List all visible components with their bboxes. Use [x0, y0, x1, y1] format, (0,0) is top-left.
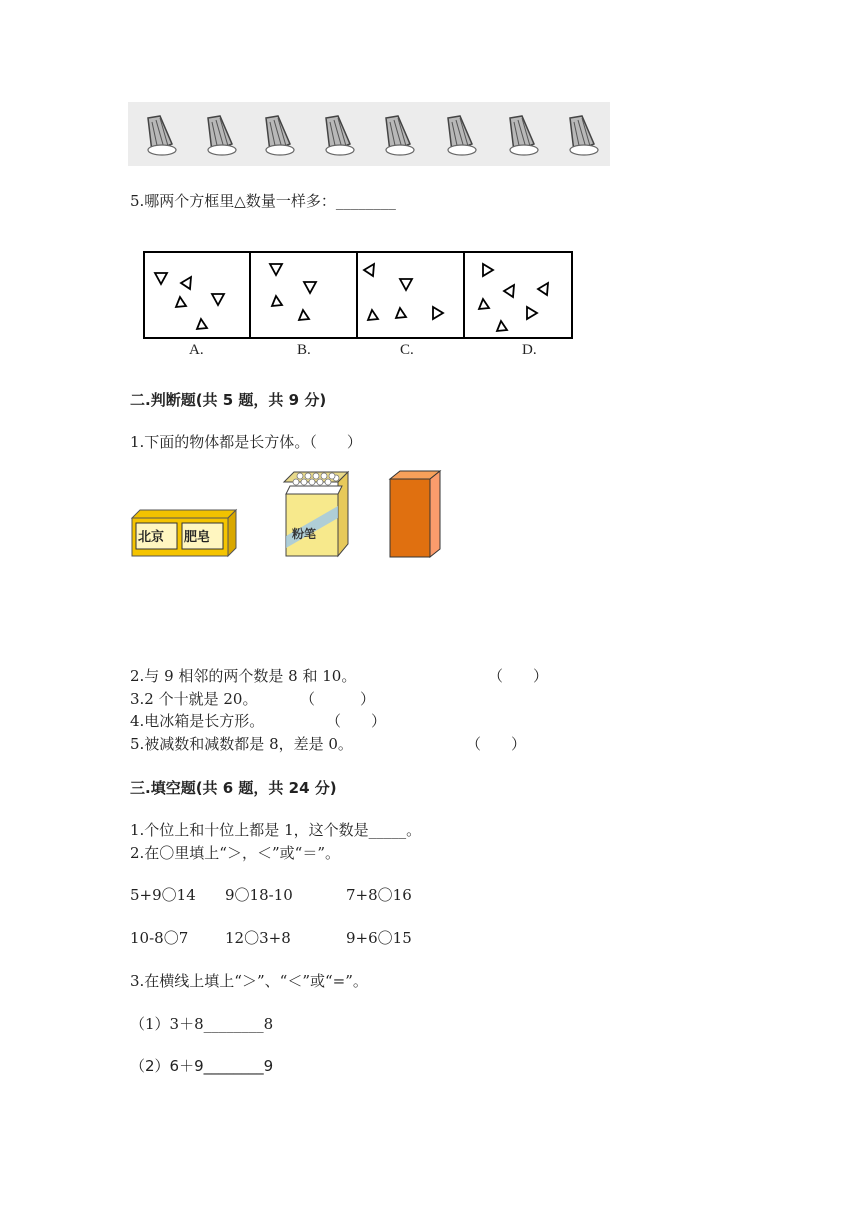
- judge-item-3-bracket: （ ）: [300, 690, 376, 708]
- judge-item-5-bracket: （ ）: [466, 735, 527, 753]
- judge-item-1: 1.下面的物体都是长方体。（ ）: [130, 433, 362, 451]
- compare-1-2: 9〇18-10: [225, 886, 293, 904]
- fill-item-3: 3.在横线上填上“＞”、“＜”或“=”。: [130, 972, 368, 990]
- fill-item-3a: （1）3＋8________8: [130, 1015, 274, 1033]
- judge-item-2-bracket: （ ）: [488, 667, 549, 685]
- compare-2-2: 12〇3+8: [225, 929, 291, 947]
- compare-1-1: 5+9〇14: [130, 886, 196, 904]
- compare-2-3: 9+6〇15: [346, 929, 412, 947]
- judge-item-3: 3.2 个十就是 20。: [130, 690, 258, 708]
- shuttlecock-icon: [198, 114, 238, 158]
- judge-item-4-bracket: （ ）: [326, 712, 387, 730]
- chalk-box-image: [282, 470, 352, 560]
- judge-item-2: 2.与 9 相邻的两个数是 8 和 10。: [130, 667, 357, 685]
- shuttlecock-icon: [500, 114, 540, 158]
- section-3-title: 三.填空题(共 6 题，共 24 分): [130, 779, 337, 797]
- section-2-title: 二.判断题(共 5 题，共 9 分): [130, 391, 327, 409]
- fill-item-1: 1.个位上和十位上都是 1，这个数是_____。: [130, 821, 422, 839]
- soap-label-left: 北京: [138, 530, 165, 545]
- chalk-label: 粉笔: [292, 527, 317, 541]
- orange-cuboid-image: [388, 469, 442, 559]
- question-5-text: 5.哪两个方框里△数量一样多：________: [130, 192, 396, 210]
- shuttlecock-icon: [316, 114, 356, 158]
- option-a-label: A.: [189, 342, 204, 358]
- judge-item-4: 4.电冰箱是长方形。: [130, 712, 265, 730]
- soap-label-right: 肥皂: [184, 530, 211, 545]
- option-c-label: C.: [400, 342, 414, 358]
- judge-item-5: 5.被减数和减数都是 8，差是 0。: [130, 735, 353, 753]
- option-d-label: D.: [522, 342, 537, 358]
- shuttlecock-icon: [376, 114, 416, 158]
- compare-1-3: 7+8〇16: [346, 886, 412, 904]
- shuttlecock-icon: [256, 114, 296, 158]
- triangle-boxes: [143, 251, 573, 341]
- shuttlecock-icon: [438, 114, 478, 158]
- shuttlecock-strip: [128, 102, 610, 166]
- shuttlecock-icon: [560, 114, 600, 158]
- shuttlecock-icon: [138, 114, 178, 158]
- compare-2-1: 10-8〇7: [130, 929, 189, 947]
- option-b-label: B.: [297, 342, 311, 358]
- fill-item-2: 2.在〇里填上“＞，＜”或“＝”。: [130, 844, 340, 862]
- fill-item-3b: （2）6＋9________9: [130, 1057, 274, 1075]
